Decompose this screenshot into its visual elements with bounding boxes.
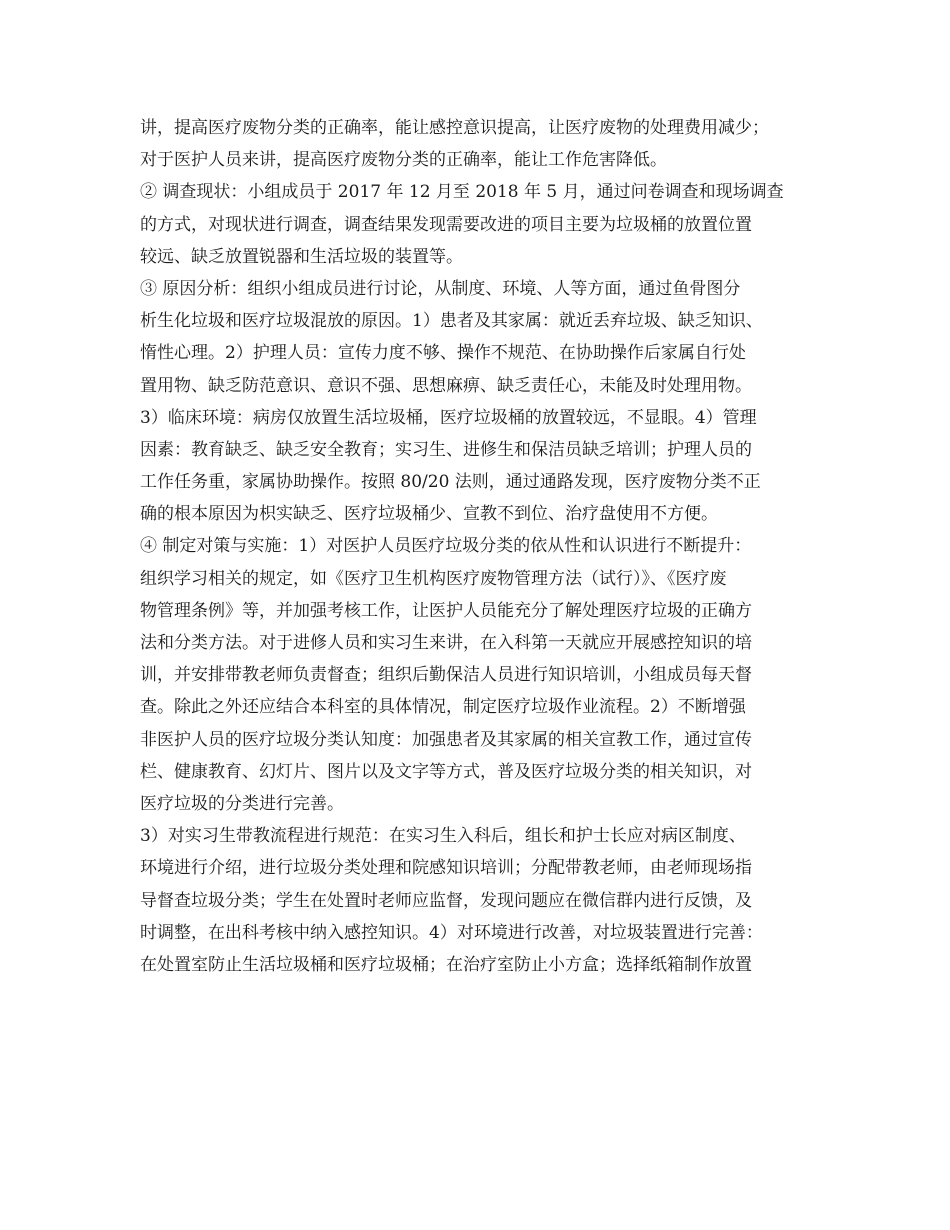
text-line: 栏、健康教育、幻灯片、图片以及文字等方式，普及医疗垃圾分类的相关知识，对: [140, 761, 752, 782]
text-line: 的方式，对现状进行调查，调查结果发现需要改进的项目主要为垃圾桶的放置位置: [140, 214, 752, 235]
text-line: 物管理条例》等，并加强考核工作，让医护人员能充分了解处理医疗垃圾的正确方: [140, 600, 752, 621]
text-line: 非医护人员的医疗垃圾分类认知度：加强患者及其家属的相关宣教工作，通过宣传: [140, 729, 752, 750]
text-line: ③ 原因分析：组织小组成员进行讨论，从制度、环境、人等方面，通过鱼骨图分: [140, 278, 741, 299]
text-line: 导督查垃圾分类；学生在处置时老师应监督，发现问题应在微信群内进行反馈，及: [140, 890, 752, 911]
text-line: 查。除此之外还应结合本科室的具体情况，制定医疗垃圾作业流程。2）不断增强: [140, 697, 746, 718]
text-line: 因素：教育缺乏、缺乏安全教育；实习生、进修生和保洁员缺乏培训；护理人员的: [140, 439, 752, 460]
text-line: 讲，提高医疗废物分类的正确率，能让感控意识提高，让医疗废物的处理费用减少；: [140, 118, 769, 138]
text-line: 工作任务重，家属协助操作。按照 80/20 法则，通过通路发现，医疗废物分类不正: [140, 472, 761, 493]
text-line: 析生化垃圾和医疗垃圾混放的原因。1）患者及其家属：就近丢弃垃圾、缺乏知识、: [140, 311, 763, 332]
text-line: 3）临床环境：病房仅放置生活垃圾桶，医疗垃圾桶的放置较远，不显眼。4）管理: [140, 407, 757, 428]
text-line: 医疗垃圾的分类进行完善。: [140, 793, 344, 814]
text-line: ④ 制定对策与实施：1）对医护人员医疗垃圾分类的依从性和认识进行不断提升：: [140, 536, 752, 557]
text-line: 惰性心理。2）护理人员：宣传力度不够、操作不规范、在协助操作后家属自行处: [140, 343, 746, 364]
text-line: 在处置室防止生活垃圾桶和医疗垃圾桶；在治疗室防止小方盒；选择纸箱制作放置: [140, 954, 752, 975]
text-line: 对于医护人员来讲，提高医疗废物分类的正确率，能让工作危害降低。: [140, 150, 667, 171]
text-line: 确的根本原因为枳实缺乏、医疗垃圾桶少、宣教不到位、治疗盘使用不方便。: [140, 504, 718, 525]
text-line: 环境进行介绍，进行垃圾分类处理和院感知识培训；分配带教老师，由老师现场指: [140, 858, 752, 879]
text-line: ② 调查现状：小组成员于 2017 年 12 月至 2018 年 5 月，通过问卷调查和现场调查: [140, 182, 784, 203]
text-line: 组织学习相关的规定，如《医疗卫生机构医疗废物管理方法（试行）》、《医疗废: [140, 568, 727, 589]
text-line: 法和分类方法。对于进修人员和实习生来讲，在入科第一天就应开展感控知识的培: [140, 633, 752, 653]
text-line: 较远、缺乏放置锐器和生活垃圾的装置等。: [140, 246, 463, 267]
document-body-text: [140, 112, 820, 981]
text-line: 置用物、缺乏防范意识、意识不强、思想麻痹、缺乏责任心，未能及时处理用物。: [140, 375, 752, 396]
text-line: 时调整，在出科考核中纳入感控知识。4）对环境进行改善，对垃圾装置进行完善：: [140, 922, 763, 943]
text-line: 训，并安排带教老师负责督查；组织后勤保洁人员进行知识培训，小组成员每天督: [140, 665, 752, 686]
text-line: 3）对实习生带教流程进行规范：在实习生入科后，组长和护士长应对病区制度、: [140, 826, 746, 847]
